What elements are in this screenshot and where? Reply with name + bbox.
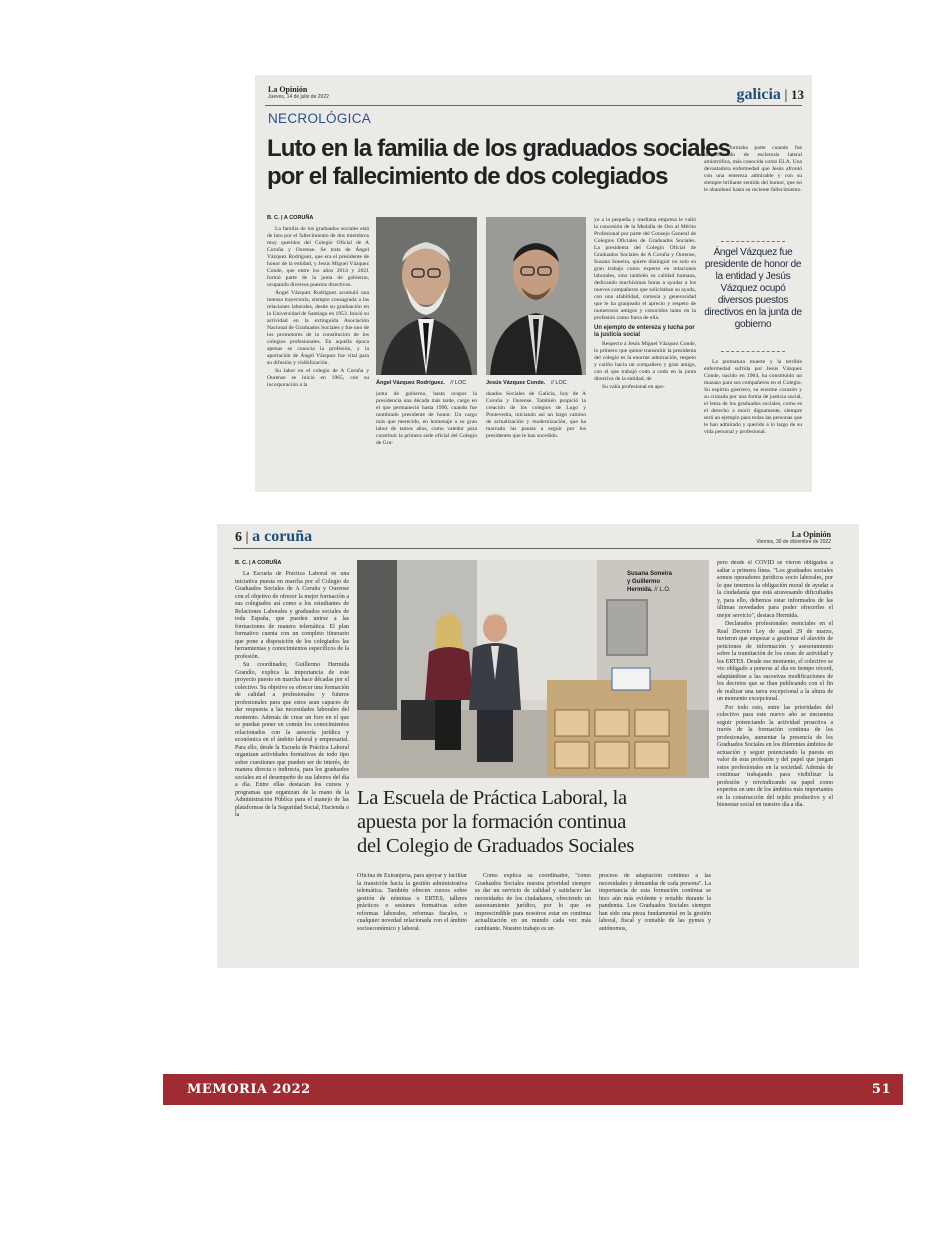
column-5-top: [704, 145, 802, 233]
paragraph: Declarados profesionales esenciales en el Real Decreto Ley de aquel 29 de marzo, tuvieron que empezar a gestionar el aluvión de peticiones de información y asesoramiento sobre la tramitación de los ceses de actividad y los ERTES. Desde ese momento, el colectivo se vio obligado a ponerse al día en tiempo récord, adaptándose a las sucesivas modificaciones de los decretos que se iban publicando con el fin de realizar una tarea excepcional a la altura de un momento excepcional.: [717, 621, 833, 702]
paragraph: La familia de los graduados sociales está de luto por el fallecimiento de dos miembros muy queridos del Colegio Oficial de A Coruña y Ourense. Se trata de Ángel Vázquez Rodríguez, que era el presidente de honor de la entidad, y Jesús Miguel Vázquez Conde, que entre los años 2014 y 2021 formó parte de la junta de gobierno, ocupando diversos puestos directivos.: [267, 226, 369, 288]
pullquote: Ángel Vázquez fue presidente de honor de la entidad y Jesús Vázquez ocupó diversos puestos directivos en la junta de gobierno: [704, 247, 802, 330]
photo-caption-2: [486, 380, 567, 386]
headline-line-2: por el fallecimiento de dos colegiados: [267, 163, 668, 190]
byline: B. C. | A CORUÑA: [235, 560, 282, 566]
portrait-figure-icon: [376, 217, 477, 375]
page-number: 13: [791, 87, 804, 102]
section-name: galicia: [736, 86, 781, 103]
pullquote-rule-bottom: [721, 351, 785, 352]
page-number: 6: [235, 530, 242, 545]
section-label: galicia | 13: [736, 86, 804, 103]
caption-credit: // LOC: [450, 380, 467, 386]
caption-line: Susana Soneira: [627, 571, 673, 577]
paper-date: Viernes, 30 de diciembre de 2022: [756, 539, 831, 545]
paragraph: Su valía profesional en apo-: [602, 384, 665, 390]
paper-date: Jueves, 14 de julio de 2022: [268, 94, 329, 100]
section-label: 6 | a coruña: [235, 528, 313, 545]
paper-name: La Opinión: [791, 530, 831, 539]
caption-credit: // L.O.: [654, 587, 671, 593]
paragraph: Como explica su coordinador, "como Graduados Sociales nuestra prioridad siempre es dar un servicio de calidad y satisfacer las necesidades de los ciudadanos, ofreciendo un asesoramiento jurídico, por lo que es imprescindible para nosotros estar en continua actualización en un mundo cada vez más cambiante. Nuestro trabajo es un: [475, 873, 591, 932]
caption-name: Ángel Vázquez Rodríguez.: [376, 380, 445, 386]
paper-masthead: [756, 530, 831, 546]
kicker: NECROLÓGICA: [268, 111, 372, 126]
headline: [357, 786, 717, 858]
paragraph: yo a la pequeña y mediana empresa le valió la concesión de la Medalla de Oro al Mérito Profesional por parte del Consejo General de Colegios Oficiales de Graduados Sociales. La presidenta del Colegio Oficial de Graduados Sociales de A Coruña y Ourense, Susana Soneira, quiere distinguir no solo su gran trabajo como experto en relaciones laborales, sino también su calidad humana, dedicando muchísimas horas a ayudar a los nuevos compañeros que solicitaban su ayuda, con una afabilidad, cortesía y generosidad que le ha granjeado el aprecio y respeto de numerosos amigos y conocidos tanto en la profesión como fuera de ella.: [594, 217, 696, 321]
paragraph: la que formaba parte cuando fue diagnosticado de esclerosis lateral amiotrófica, más conocida como ELA. Una devastadora enfermedad que Jesús afrontó con una entereza admirable y con su siempre brillante sentido del humor, que no le abandonó hasta su reciente fallecimiento.: [704, 145, 802, 193]
column-1: [267, 226, 369, 488]
headline-line-1: La Escuela de Práctica Laboral, la: [357, 787, 627, 809]
paragraph: Oficina de Extranjería, para apoyar y facilitar la transición hacia la gestión administrativa telemática. También ofrecen cursos sobre gestión de nóminas o ERTES, talleres prácticos o sesiones formativas sobre reformas laborales, reformas fiscales, o cualquier novedad relacionada con el ámbito socioeconómico y laboral.: [357, 873, 467, 932]
photo-caption-1: [376, 380, 466, 386]
caption-credit: // LOC: [550, 380, 567, 386]
paragraph: La Escuela de Práctica Laboral es una iniciativa puesta en marcha por el Colegio de Graduados Sociales de A Coruña y Ourense con el objetivo de ofrecer la mejor formación a sus colegiados así como a los estudiantes de Relaciones Laborales y graduados sociales de toda España, que pueden unirse a las formaciones de manera telemática. El plan formativo cuenta con un completo itinerario que pone a disposición de los colegiados las herramientas y conocimientos específicos de la profesión.: [235, 571, 349, 660]
column-4: [594, 217, 696, 488]
paragraph: La prematura muerte y la terrible enfermedad sufrida por Jesús Vázquez Conde, nacido en 1964, ha constituido un mazazo para sus compañeros en el Colegio. Su espíritu guerrero, su enorme corazón y su cruzada por una forma de justicia social, el lema de los graduados sociales, como es el derecho a morir dignamente, siempre será un ejemplo para todas las personas que le han admirado y querido a lo largo de su vida personal y profesional.: [704, 359, 802, 435]
column-1: [235, 571, 349, 964]
caption-line: y Guillermo: [627, 579, 661, 585]
paragraph: pero desde el COVID se vieron obligados a saltar a primera línea. "Los graduados sociales somos operadores jurídicos socio laborales, por lo que tenemos la obligación moral de ayudar a la ciudadanía que está atravesando dificultades y, para ello, debemos estar informados de las últimas novedades para poder ofrecerles el mejor servicio", destaca Hermida.: [717, 560, 833, 619]
section-name: a coruña: [252, 528, 313, 545]
newspaper-clipping-escuela-practica: [217, 524, 859, 968]
column-5: [717, 560, 833, 964]
headline: [267, 135, 731, 191]
column-2: [376, 391, 477, 487]
headline-line-1: Luto en la familia de los graduados sociales: [267, 135, 731, 162]
column-3: [486, 391, 586, 487]
caption-name: Jesús Vázquez Conde.: [486, 380, 546, 386]
paragraph: Ángel Vázquez Rodríguez acumuló una intensa trayectoria, siempre consagrada a las relaciones laborales, desde su graduación en la Universidad de Santiago en 1953. Inició su actividad en la extinguida Asociación Nacional de Graduados Sociales y fue uno de los promotores de la constitución de los colegios profesionales. En aquella época apenas se conocía la profesión, y la aportación de Ángel Vázquez fue vital para su difusión y visibilización.: [267, 290, 369, 366]
column-4: [599, 873, 711, 964]
portrait-photo-jesus-vazquez: [486, 217, 586, 375]
headline-line-3: del Colegio de Graduados Sociales: [357, 835, 635, 857]
header-rule: [233, 548, 831, 549]
headline-line-2: apuesta por la formación continua: [357, 811, 627, 833]
paragraph: Su coordinador, Guillermo Hermida Grandío, explica la importancia de este proyecto puesto en marcha hace décadas por el colectivo. Su objetivo es ofrecer una formación de calidad a profesionales y futuros profesionales para que estos sean capaces de dar respuesta a las necesidades laborales del momento. Además de crear un foro en el que se puedan poner en común los conocimientos relacionados con la asesoría jurídica y económica en el ámbito laboral y empresarial. Para ello, desde la Escuela de Práctica Laboral organizan actividades formativas de todo tipo sobre cuestiones que pueden ser de interés, de manera directa o indirecta, para los graduados sociales en el desempeño de sus labores del día a día. Entre ellas destacan los cursos y programas que organizan de la mano de la Administración Pública para el manejo de las plataformas de la Seguridad Social, Hacienda o la: [235, 662, 349, 818]
column-5-bottom: [704, 359, 802, 488]
column-2: [357, 873, 467, 964]
report-footer-bar: [163, 1074, 903, 1105]
byline: B. C. | A CORUÑA: [267, 215, 314, 221]
footer-title: MEMORIA 2022: [187, 1082, 311, 1097]
paragraph: duados Sociales de Galicia, hoy de A Coruña y Ourense. También propició la creación de los colegios de Lugo y Pontevedra, iniciando así un largo camino de actualización y modernización, que ha marcado las pautas a seguir por los presidentes que le han sucedido.: [486, 391, 586, 439]
newspaper-clipping-necrologica: [255, 75, 812, 492]
paragraph: Por todo esto, entre las prioridades del colectivo para este nuevo año se encuentra seguir potenciando la actividad proactiva a través de la formación continua de los profesionales, aumentar la presencia de los Graduados Sociales en los diferentes ámbitos de actuación y seguir potenciando la puesta en valor de esta profesión y del papel que juegan estos profesionales en la sociedad. Además de continuar trabajando para visibilizar la profesión y reivindicando su papel como expertos en uno de los ámbitos más importantes en la construcción del tejido productivo y el bienestar social en nuestro día a día.: [717, 704, 833, 808]
paragraph: Su labor en el colegio de A Coruña y Ourense se inició en 1965, con su incorporación a la: [267, 368, 369, 388]
portrait-photo-angel-vazquez: [376, 217, 477, 375]
pullquote-rule-top: [721, 241, 785, 242]
portrait-figure-icon: [486, 217, 586, 375]
paragraph: proceso de adaptación continuo a las necesidades y demandas de cada persona". La importancia de esta formación continua se hizo aún más evidente y notable durante la pandemia. Los Graduados Sociales siempre han sido una pieza fundamental en la gestión laboral, fiscal y contable de las pymes y autónomos,: [599, 873, 711, 932]
header-rule: [265, 105, 802, 106]
paper-masthead: [268, 85, 329, 101]
paragraph: junta de gobierno, hasta ocupar la presidencia una década más tarde, cargo en el que permaneció hasta 1990, cuando fue nombrado presidente de honor. Un cargo más que merecido, en homenaje a su gran labor de tantos años, como valedor para constituir la primera sede oficial del Colegio de Gra-: [376, 391, 477, 446]
paper-name: La Opinión: [268, 85, 308, 94]
column-3: [475, 873, 591, 964]
paragraph: Respecto a Jesús Miguel Vázquez Conde, lo primero que quiere transmitir la presidenta del colegio es la enorme admiración, respeto y cariño hacia un compañero y gran amigo, con el que trabajó codo a codo en la junta directiva de la entidad, de: [594, 341, 696, 382]
footer-page-number: 51: [871, 1082, 891, 1097]
subheading: Un ejemplo de entereza y lucha por la justicia social: [594, 325, 695, 338]
caption-line: Hermida.: [627, 587, 653, 593]
photo-caption: [627, 570, 672, 594]
